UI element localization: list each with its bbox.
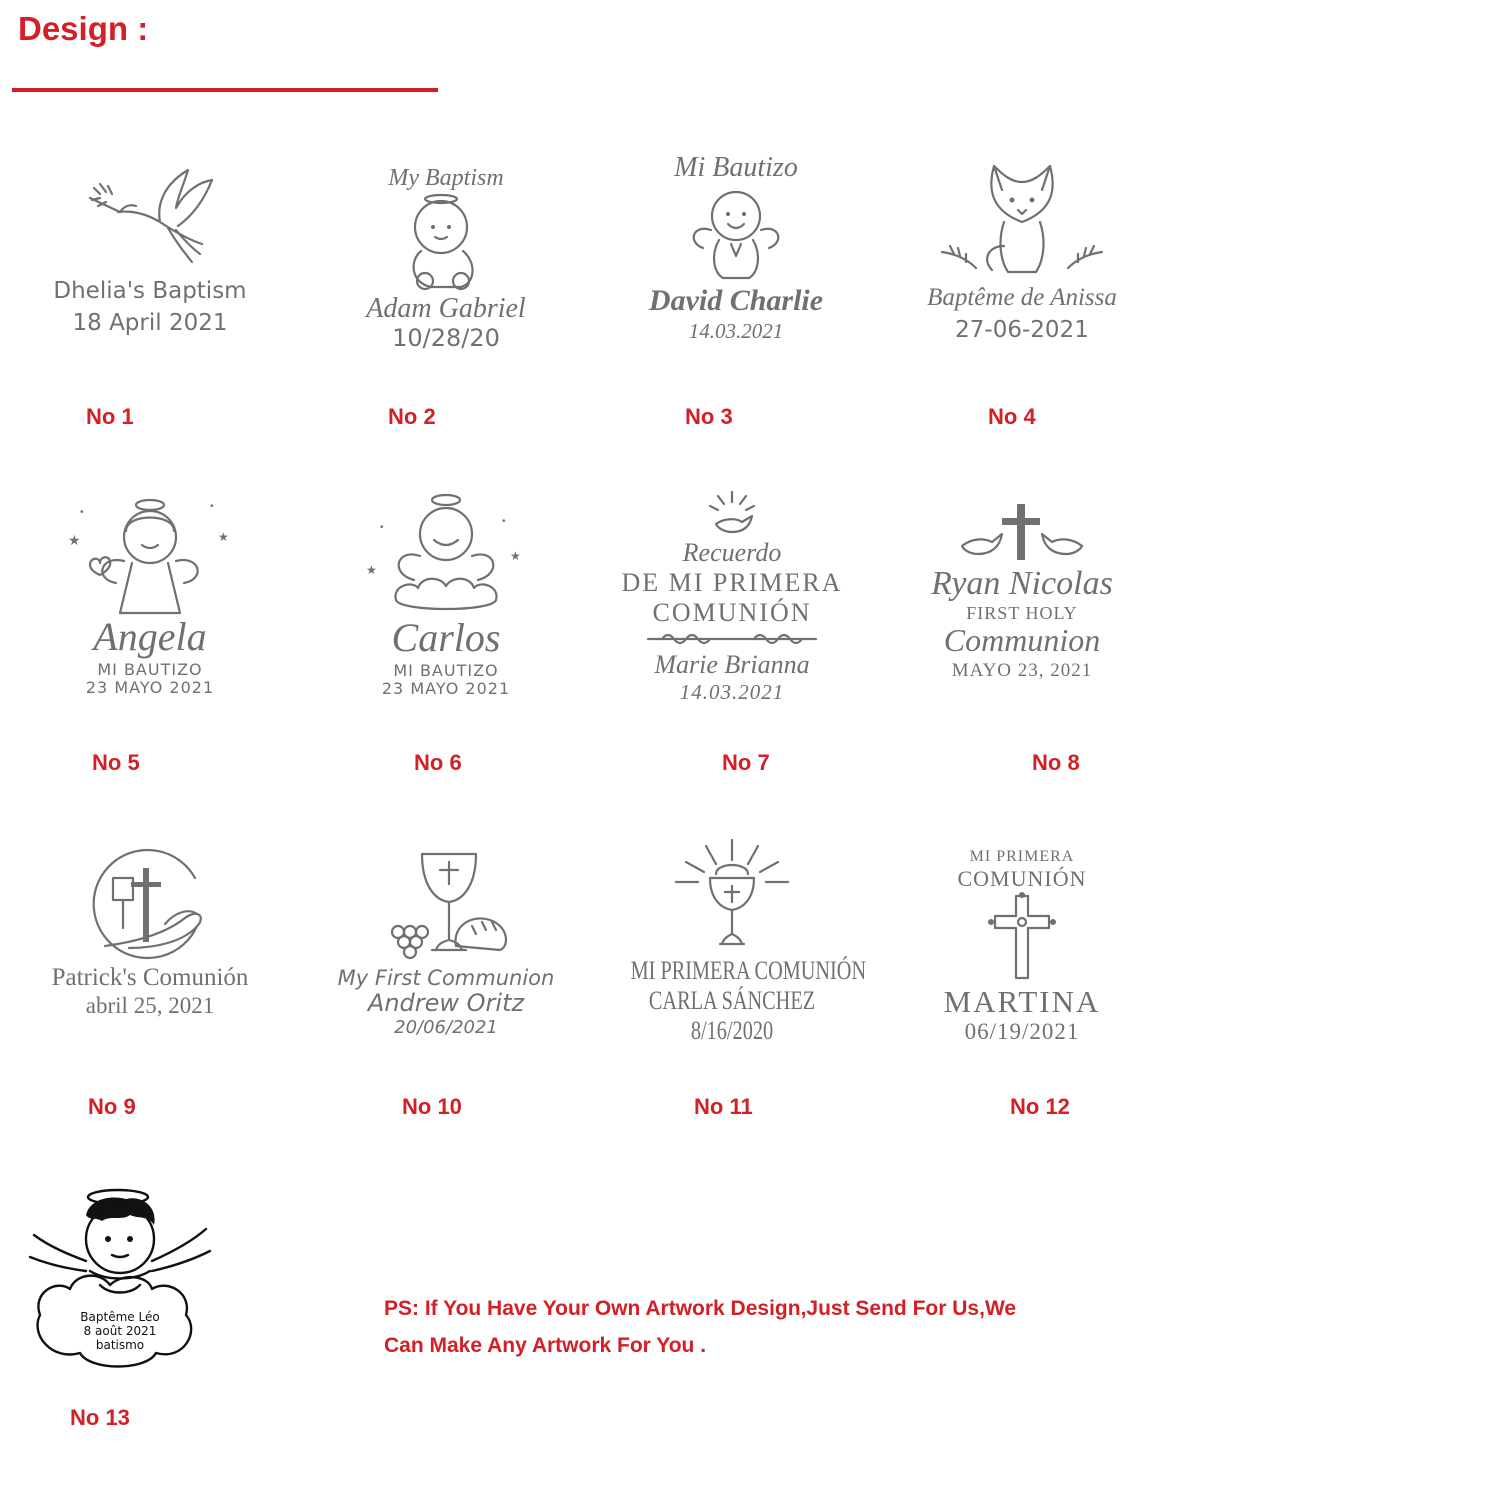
design-6[interactable]	[316, 490, 576, 699]
ornate-cross-icon	[987, 892, 1057, 984]
design-13-label: No 13	[70, 1405, 130, 1430]
design-1-line-1: Dhelia's Baptism	[53, 278, 247, 304]
svg-text:•: •	[210, 501, 214, 512]
design-3[interactable]	[606, 152, 866, 343]
design-8-line-1: Ryan Nicolas	[931, 565, 1113, 602]
design-2-line-2: Adam Gabriel	[366, 292, 526, 324]
design-7-line-4: Marie Brianna	[654, 649, 810, 679]
design-12-line-4: 06/19/2021	[964, 1019, 1080, 1045]
svg-text:★: ★	[218, 530, 229, 544]
design-7[interactable]	[602, 490, 862, 704]
fox-icon	[932, 160, 1112, 278]
design-1[interactable]	[20, 160, 280, 337]
design-1-label: No 1	[86, 404, 134, 429]
design-7-line-2: DE MI PRIMERA	[621, 567, 843, 597]
laurel-divider-icon	[642, 628, 822, 650]
design-5-line-3: 23 MAYO 2021	[85, 678, 215, 698]
design-11-label: No 11	[694, 1094, 753, 1119]
design-8-line-2: FIRST HOLY	[966, 603, 1078, 624]
design-10-line-2: Andrew Oritz	[367, 989, 525, 1018]
design-4-label: No 4	[988, 404, 1036, 429]
title-underline	[12, 88, 438, 92]
design-12-label: No 12	[1010, 1094, 1070, 1119]
design-6-line-2: MI BAUTIZO	[393, 661, 499, 680]
design-11-line-1: MI PRIMERA COMUNIÓN	[630, 956, 867, 985]
design-9-label: No 9	[88, 1094, 136, 1119]
design-8[interactable]	[892, 502, 1152, 682]
design-10-line-3: 20/06/2021	[394, 1016, 498, 1038]
design-6-line-1: Carlos	[391, 615, 501, 660]
design-8-line-3: Communion	[943, 621, 1101, 658]
cross-doves-icon	[942, 502, 1102, 564]
design-7-label: No 7	[722, 750, 770, 775]
design-1-line-2: 18 April 2021	[72, 310, 228, 337]
design-4[interactable]	[892, 160, 1152, 343]
design-7-line-3: COMUNIÓN	[652, 597, 812, 627]
design-10[interactable]	[316, 850, 576, 1038]
chalice-rays-icon	[672, 838, 792, 950]
design-2-label: No 2	[388, 404, 436, 429]
svg-text:•: •	[502, 516, 506, 527]
dove-icon	[80, 160, 220, 270]
design-2-line-3: 10/28/20	[392, 323, 500, 352]
design-8-line-4: MAYO 23, 2021	[951, 659, 1093, 681]
design-8-label: No 8	[1032, 750, 1080, 775]
boy-angel-icon	[356, 490, 536, 618]
design-13-line-1: Baptême Léo	[80, 1310, 160, 1324]
design-13[interactable]	[30, 1185, 210, 1385]
design-11[interactable]	[602, 838, 867, 1046]
design-9[interactable]	[20, 848, 280, 1019]
design-9-line-2: abril 25, 2021	[85, 992, 215, 1018]
design-3-line-3: 14.03.2021	[688, 318, 784, 343]
design-11-line-3: 8/16/2020	[690, 1015, 774, 1045]
design-10-line-1: My First Communion	[337, 966, 555, 990]
ps-note-line-2: Can Make Any Artwork For You .	[384, 1334, 707, 1357]
design-4-line-1: Baptême de Anissa	[927, 284, 1117, 311]
svg-text:★: ★	[510, 549, 521, 563]
design-7-line-5: 14.03.2021	[679, 679, 785, 704]
design-12-line-2: COMUNIÓN	[957, 866, 1087, 892]
design-9-line-1: Patrick's Comunión	[51, 964, 249, 991]
design-2-line-1: My Baptism	[388, 165, 504, 191]
design-6-line-3: 23 MAYO 2021	[381, 679, 511, 699]
design-2[interactable]	[316, 165, 576, 352]
design-12[interactable]	[892, 848, 1152, 1046]
design-5-label: No 5	[92, 750, 140, 775]
design-13-line-2: 8 août 2021	[83, 1323, 157, 1338]
design-3-line-1: Mi Bautizo	[674, 152, 798, 183]
girl-angel-icon	[60, 495, 240, 617]
design-5-line-1: Angela	[93, 614, 207, 659]
baby-icon	[391, 193, 501, 293]
svg-text:★: ★	[366, 563, 377, 577]
design-5[interactable]	[20, 495, 280, 698]
design-3-label: No 3	[685, 404, 733, 429]
design-3-line-2: David Charlie	[648, 284, 824, 318]
svg-text:★: ★	[68, 532, 81, 548]
design-6-label: No 6	[414, 750, 462, 775]
svg-text:•: •	[380, 522, 384, 533]
dove-sunburst-icon	[702, 490, 762, 538]
chalice-hand-icon	[85, 848, 215, 958]
design-11-line-2: CARLA SÁNCHEZ	[648, 985, 816, 1015]
design-10-label: No 10	[402, 1094, 462, 1119]
design-12-line-1: MI PRIMERA	[969, 848, 1075, 865]
svg-text:•: •	[80, 507, 84, 518]
chalice-bread-icon	[376, 850, 516, 958]
baby-angel-icon	[681, 184, 791, 284]
page-title: Design :	[18, 10, 149, 47]
design-12-line-3: MARTINA	[943, 983, 1101, 1019]
ps-note	[384, 1290, 1104, 1364]
ps-note-line-1: PS: If You Have Your Own Artwork Design,Just Send For Us,We	[384, 1297, 1017, 1320]
design-13-line-3: batismo	[95, 1337, 145, 1352]
design-4-line-2: 27-06-2021	[955, 316, 1089, 343]
angel-cloud-icon	[30, 1185, 210, 1385]
design-5-line-2: MI BAUTIZO	[97, 660, 203, 679]
design-7-line-1: Recuerdo	[682, 538, 782, 567]
